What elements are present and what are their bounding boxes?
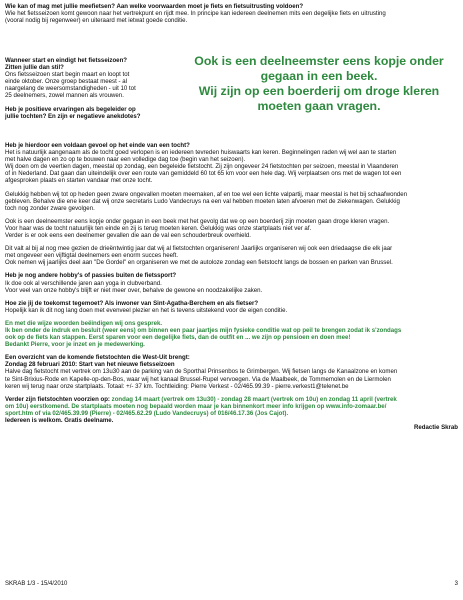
pull-quote-line: moeten gaan vragen. [257, 99, 381, 113]
pull-quote-line: gegaan in een beek. [260, 69, 378, 83]
upcoming-dates: zondag 14 maart (vertrek om 13u30) - zondag 28 maart (vertrek om 10u) en zondag 11 april (vertrek [111, 395, 397, 403]
body-line: Hopelijk kan ik dit nog lang doen met evenveel plezier en het is tevens uitstekend voor de eigen conditie. [5, 306, 288, 314]
season-section [5, 57, 180, 120]
answer-line: naargelang de weersomstandigheden - uit 10 tot [5, 85, 136, 93]
schedule-subheading: Zondag 28 februari 2010: Start van het nieuwe fietsseizoen [5, 361, 175, 369]
body-line: Ik doe ook al verschillende jaren aan yoga in clubverband. [5, 279, 162, 287]
body-line: Voor veel van onze hobby's blijft er niet meer over, behalve de gewone en noodzakelijke zaken. [5, 286, 263, 294]
upcoming-line: om 10u) eerstkomend. De startplaats moeten nog bepaald worden maar je kan binnenkort meer info krijgen op www.info-zomaar.be/ [5, 402, 387, 410]
closing-line: Bedankt Pierre, voor je inzet en je medewerking. [5, 341, 145, 349]
body-line: Voor haar was de tocht natuurlijk ten einde en zij is terug moeten keren. Gelukkig was onze startplaats niet ver af. [5, 224, 312, 232]
body-line: Verder is er ook eens een deelnemer gevallen die aan de val een schouderbreuk overhield. [5, 232, 251, 240]
answer-line: Ons fietsseizoen start begin maart en loopt tot [5, 71, 130, 79]
answer-line: Wie het fietsseizoen komt gewoon naar het vertrekpunt en rijdt mee. In principe kan iedereen deelnemen mits een degelijke fiets en uitrusting [5, 10, 386, 18]
body-line: Wij doen om de veertien dagen, meestal op zondag, een begeleide fietstocht. Zij zijn ongeveer 24 fietstochten per seizoen, meestal in Vlaanderen [5, 163, 399, 171]
upcoming-prefix: Verder zijn fietstochten voorzien op: [5, 395, 112, 403]
body-line: Het is natuurlijk aangenaam als de tocht goed verlopen is en iedereen tevreden huiswaarts kan keren. Beginnelingen raden wij wel aan te starten [5, 149, 397, 157]
closing-line: Ik ben onder de indruk en besluit (weer eens) om binnen een paar jaartjes mijn fysieke conditie wat op peil te brengen zodat ik s'zondags [5, 326, 402, 334]
welcome-line: Iedereen is welkom. Gratis deelname. [5, 417, 114, 424]
body-line: met ongeveer een vijftigtal deelnemers een enorm succes heeft. [5, 252, 179, 260]
schedule-line: keren wij terug naar onze startplaats. Totaal: +/- 37 km. Tochtleiding: Pierre Verkest - 02/465.99.39 - pierre.verkest1@telenet.be [5, 382, 349, 390]
body-line: Dit valt al bij al nog mee gezien de drieëntwintig jaar dat wij al fietstochten organiseren! Jaarlijks organiseren wij ook een driedaagse die elk jaar [5, 245, 393, 253]
question-experiences-cont: jullie tochten? En zijn er negatieve anekdotes? [5, 112, 141, 120]
body-line: met halve dagen en zo op te bouwen naar een volledige dag toe (begin van het seizoen). [5, 156, 246, 164]
body-line: Ook nemen wij jaarlijks deel aan "De Gordel" en organiseren we met de autoloze zondag een fietstocht langs de bossen en parken van Brussel. [5, 259, 393, 267]
signature: Redactie Skrab [413, 424, 458, 432]
question-experiences: Heb je positieve ervaringen als begeleider op [5, 105, 136, 113]
schedule-heading: Een overzicht van de komende fietstochten die West-Uit brengt: [5, 354, 190, 362]
closing-line: ook op de fiets kan stappen. Eerst sparen voor een degelijke fiets, dan de outfit en ... we zijn op pensioen en doen mee! [5, 334, 351, 342]
upcoming-line [5, 396, 458, 403]
body-line: Gelukkig hebben wij tot op heden geen zware ongevallen moeten meemaken, af en toe wel een lichte valpartij, maar meestal is het bij schaafwonden [5, 190, 408, 198]
closing-line: En met die wijze woorden beëindigen wij ons gesprek. [5, 319, 163, 327]
pull-quote-line: Wij zijn op een boerderij om droge kleren [198, 84, 440, 98]
issue-label: SKRAB 1/3 - 15/4/2010 [5, 581, 68, 587]
main-body [5, 142, 458, 431]
question-future: Hoe zie jij de toekomst tegemoet? Als inwoner van Sint-Agatha-Berchem en als fietser? [5, 299, 259, 307]
body-line: afgesproken plaats en starten vandaar met onze tocht. [5, 177, 153, 185]
question-season: Wanneer start en eindigt het fietsseizoen? [5, 57, 128, 64]
question-satisfied: Heb je hierdoor een voldaan gevoel op het einde van een tocht? [5, 142, 190, 149]
schedule-line: te Sint-Brixius-Rode en Kapelle-op-den-Bos, waar wij het kanaal Brussel-Rupel vervoegen. Via de Maalbeek, de Tommemolen en de Liermolen [5, 375, 391, 383]
answer-line: einde oktober. Onze groep bestaat meest - al [5, 78, 127, 86]
schedule-line: Halve dag fietstocht met vertrek om 13u30 aan de parking van de Sporthal Prinsenbos te Grimbergen. Wij fietsen langs de Kanaalzone en komen [5, 368, 398, 376]
body-line: of in Nederland. Dat gaan dan uiteindelijk over een route van gemiddeld 60 tot 65 km voor een hele dag. Wij verplaatsen ons met de wagen tot een [5, 170, 402, 178]
body-line: toch nog zonder zware gevolgen. [5, 204, 95, 212]
pull-quote-line: Ook is een deelneemster eens kopje onder [194, 54, 444, 68]
intro-section [5, 3, 458, 24]
upcoming-line: sport.htm of via 02/465.39.99 (Pierre) - 02/465.62.29 (Ludo Vandecruys) of 016/46.17.36 (Jos Cajot). [5, 409, 289, 417]
body-line: gebleven. Behalve die ene keer dat wij onze secretaris Ludo Vandecruys na een val hebben moeten laten afvoeren met de ziekenwagen. Gelukkig [5, 197, 400, 205]
question-hobbies: Heb je nog andere hobby's of passies buiten de fietssport? [5, 272, 177, 280]
question-who-can-join: Wie kan of mag met jullie meefietsen? Aan welke voorwaarden moet je fiets en fietsuitrusting voldoen? [5, 3, 304, 10]
page-number: 3 [454, 581, 458, 587]
answer-line: 25 deelnemers, zowel mannen als vrouwen. [5, 92, 124, 100]
answer-line: (vooral nodig bij regenweer) en uiteraard met ietwat goede conditie. [5, 17, 188, 25]
body-line: Ook is een deelneemster eens kopje onder gegaan in een beek met het gevolg dat we op een boerderij zijn moeten gaan droge kleren vragen. [5, 217, 390, 225]
question-sit-still: Zitten jullie dan stil? [5, 64, 64, 72]
pull-quote [180, 54, 458, 114]
